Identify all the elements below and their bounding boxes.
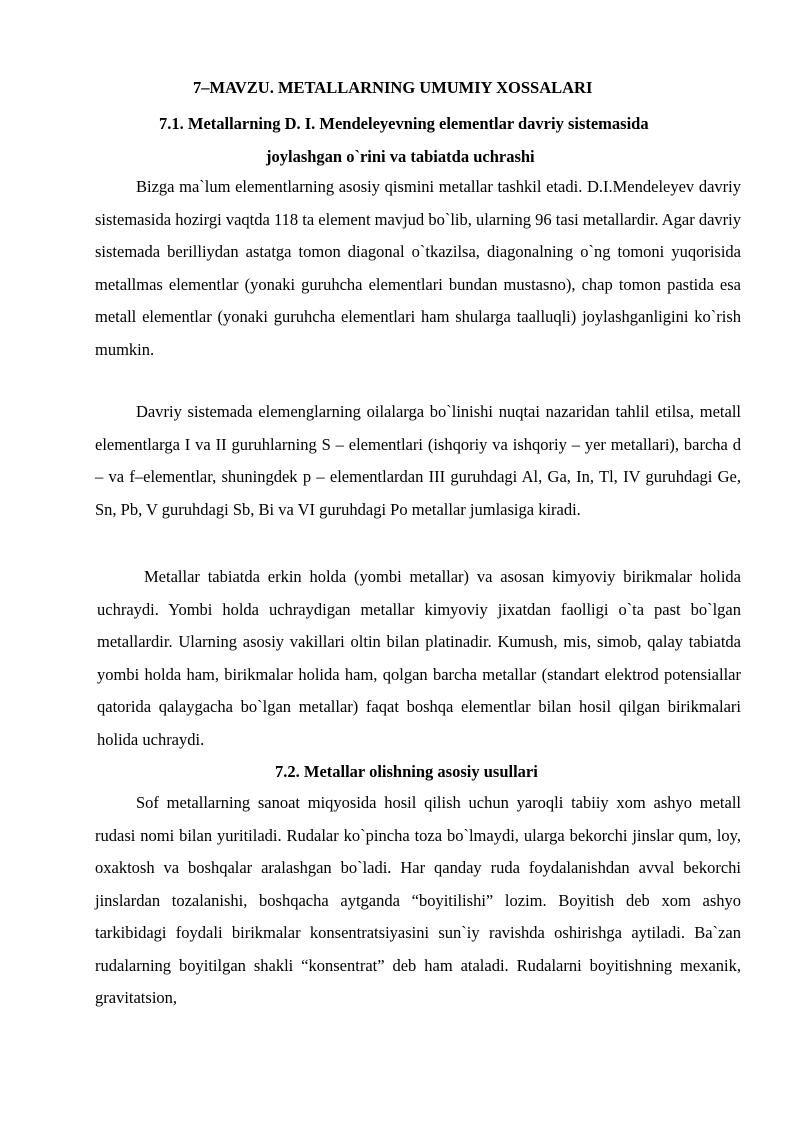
paragraph-1: Bizga ma`lum elementlarning asosiy qismini metallar tashkil etadi. D.I.Mendeleyev davriy sistemasida hozirgi vaqtda 118 ta element mavjud bo`lib, ularning 96 tasi metallardir. Agar davriy sistemada berilliydan astatga tomon diagonal o`tkazilsa, diagonalning o`ng tomoni yuqorisida metallmas elementlar (yonaki guruhcha elementlari bundan mustasno), chap tomon pastida esa metall elementlar (yonaki guruhcha elementlari ham shularga taalluqli) joylashganligini ko`rish mumkin.: [95, 177, 741, 359]
section-heading-7-1-line2: joylashgan o`rini va tabiatda uchrashi: [266, 147, 535, 166]
section-heading-7-1-line1: 7.1. Metallarning D. I. Mendeleyevning elementlar davriy sistemasida: [159, 114, 649, 133]
page-title: 7–MAVZU. METALLARNING UMUMIY XOSSALARI: [193, 78, 593, 97]
paragraph-4: Sof metallarning sanoat miqyosida hosil qilish uchun yaroqli tabiiy xom ashyo metall rudasi nomi bilan yuritiladi. Rudalar ko`pincha toza bo`lmaydi, ularga bekorchi jinslar qum, loy, oxaktosh va boshqalar aralashgan bo`ladi. Har qanday ruda foydalanishdan avval bekorchi jinslardan tozalanishi, boshqacha aytganda “boyitilishi” lozim. Boyitish deb xom ashyo tarkibidagi foydali birikmalar konsentratsiyasini sun`iy ravishda oshirishga aytiladi. Ba`zan rudalarning boyitilgan shakli “konsentrat” deb ham ataladi. Rudalarni boyitishning mexanik, gravitatsion,: [95, 793, 741, 1007]
section-heading-7-2: 7.2. Metallar olishning asosiy usullari: [275, 762, 538, 781]
paragraph-3: Metallar tabiatda erkin holda (yombi metallar) va asosan kimyoviy birikmalar holida uchraydi. Yombi holda uchraydigan metallar kimyoviy jixatdan faolligi o`ta past bo`lgan metallardir. Ularning asosiy vakillari oltin bilan platinadir. Kumush, mis, simob, qalay tabiatda yombi holda ham, birikmalar holida ham, qolgan barcha metallar (standart elektrod potensiallar qatorida qalaygacha bo`lgan metallar) faqat boshqa elementlar bilan hosil qilgan birikmalari holida uchraydi.: [97, 567, 741, 749]
paragraph-2: Davriy sistemada elemenglarning oilalarga bo`linishi nuqtai nazaridan tahlil etilsa, metall elementlarga I va II guruhlarning S – elementlari (ishqoriy va ishqoriy – yer metallari), barcha d – va f–elementlar, shuningdek p – elementlardan III guruhdagi Al, Ga, In, Tl, IV guruhdagi Ge, Sn, Pb, V guruhdagi Sb, Bi va VI guruhdagi Po metallar jumlasiga kiradi.: [95, 402, 741, 519]
